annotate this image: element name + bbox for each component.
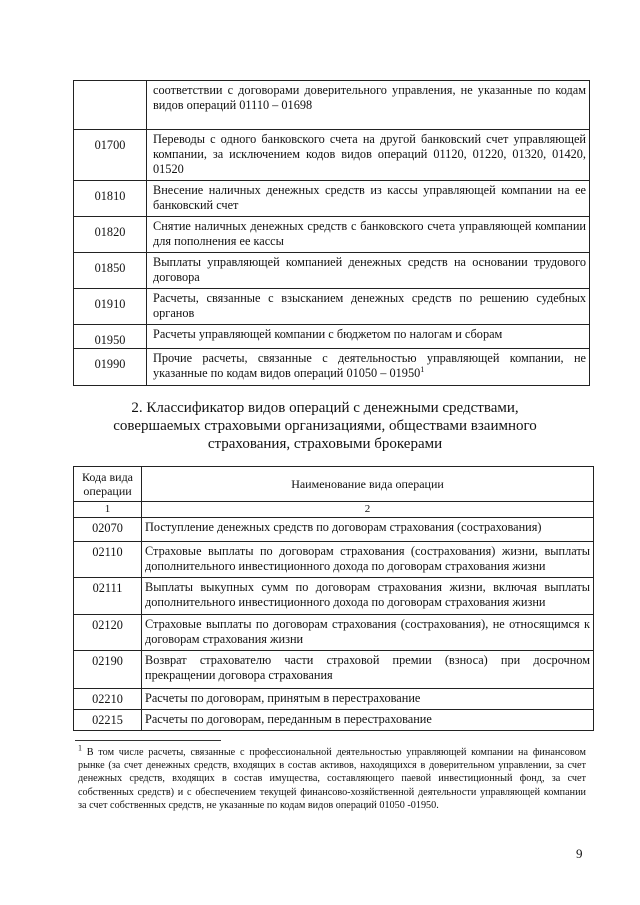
operation-description: Расчеты, связанные с взысканием денежных средств по решению судебных органов <box>147 289 590 325</box>
operation-code <box>74 81 147 130</box>
operation-description: Прочие расчеты, связанные с деятельностью управляющей компании, не указанные по кодам видов операций 01050 – 01950$^1$ <box>147 349 590 386</box>
footnote-text: В том числе расчеты, связанные с профессиональной деятельностью управляющей компании на финансовом рынке (за счет денежных средств, входящих в состав активов, находящихся в доверительном управлении, за счет денежных средств, входящих в состав имущества, составляющего паевой инвестиционный фонд, за счет собственных средств) и с обеспечением текущей финансово-хозяйственной деятельности управляющей компании за счет собственных средств, не указанные по кодам видов операций 01050 -01950. <box>78 747 586 811</box>
operation-code: 02070 <box>74 518 142 542</box>
operation-description: Страховые выплаты по договорам страхования (сострахования), не относящимся к договорам страхования жизни <box>142 615 594 651</box>
table-row <box>74 651 594 689</box>
operation-description: Расчеты по договорам, принятым в перестрахование <box>142 689 594 710</box>
insurance-operations-table <box>73 466 594 731</box>
operation-code: 01700 <box>74 130 147 181</box>
operation-code: 01850 <box>74 253 147 289</box>
operation-description: Выплаты управляющей компанией денежных средств на основании трудового договора <box>147 253 590 289</box>
table-header-row <box>74 467 594 502</box>
table-row <box>74 518 594 542</box>
operation-code: 02111 <box>74 578 142 615</box>
footnote-mark: 1 <box>78 743 82 753</box>
table-row <box>74 217 590 253</box>
table-row <box>74 289 590 325</box>
operation-description: Поступление денежных средств по договорам страхования (сострахования) <box>142 518 594 542</box>
operation-code: 02120 <box>74 615 142 651</box>
footnote-ref: 1 <box>420 364 425 374</box>
operation-description: Снятие наличных денежных средств с банковского счета управляющей компании для пополнения ее кассы <box>147 217 590 253</box>
operations-table-continued <box>73 80 590 386</box>
table-row <box>74 542 594 578</box>
operation-code: 01990 <box>74 349 147 386</box>
column-header-name: Наименование вида операции <box>142 467 594 502</box>
table-row <box>74 325 590 349</box>
operation-code: 02210 <box>74 689 142 710</box>
footnote-separator <box>75 740 221 741</box>
operation-description: Страховые выплаты по договорам страхования (сострахования) жизни, выплаты дополнительного инвестиционного дохода по договорам страхования жизни <box>142 542 594 578</box>
operation-code: 01910 <box>74 289 147 325</box>
operation-description: Внесение наличных денежных средств из кассы управляющей компании на ее банковский счет <box>147 181 590 217</box>
operation-description: соответствии с договорами доверительного управления, не указанные по кодам видов операций 01110 – 01698 <box>147 81 590 130</box>
table-row <box>74 130 590 181</box>
operation-description: Расчеты управляющей компании с бюджетом по налогам и сборам <box>147 325 590 349</box>
operation-code: 01950 <box>74 325 147 349</box>
operation-code: 02110 <box>74 542 142 578</box>
table-row <box>74 81 590 130</box>
column-header-code: Кода вида операции <box>74 467 142 502</box>
operation-code: 02190 <box>74 651 142 689</box>
operation-description: Расчеты по договорам, переданным в перестрахование <box>142 710 594 731</box>
table-row <box>74 181 590 217</box>
table-row <box>74 615 594 651</box>
column-number: 2 <box>142 502 594 518</box>
table-row <box>74 578 594 615</box>
table-row <box>74 689 594 710</box>
table-row <box>74 253 590 289</box>
column-number: 1 <box>74 502 142 518</box>
section-heading: 2. Классификатор видов операций с денежными средствами, совершаемых страховыми организациями, обществами взаимного страхования, страховыми брокерами <box>113 400 537 452</box>
operation-code: 01810 <box>74 181 147 217</box>
page-number: 9 <box>576 846 583 861</box>
operation-code: 01820 <box>74 217 147 253</box>
operation-description: Возврат страхователю части страховой премии (взноса) при досрочном прекращении договора страхования <box>142 651 594 689</box>
table-row <box>74 349 590 386</box>
operation-code: 02215 <box>74 710 142 731</box>
table-row <box>74 710 594 731</box>
column-numbers-row <box>74 502 594 518</box>
operation-description: Переводы с одного банковского счета на другой банковский счет управляющей компании, за исключением кодов видов операций 01120, 01220, 01320, 01420, 01520 <box>147 130 590 181</box>
footnote <box>78 743 586 812</box>
operation-description: Выплаты выкупных сумм по договорам страхования жизни, включая выплаты дополнительного инвестиционного дохода по договорам страхования жизни <box>142 578 594 615</box>
